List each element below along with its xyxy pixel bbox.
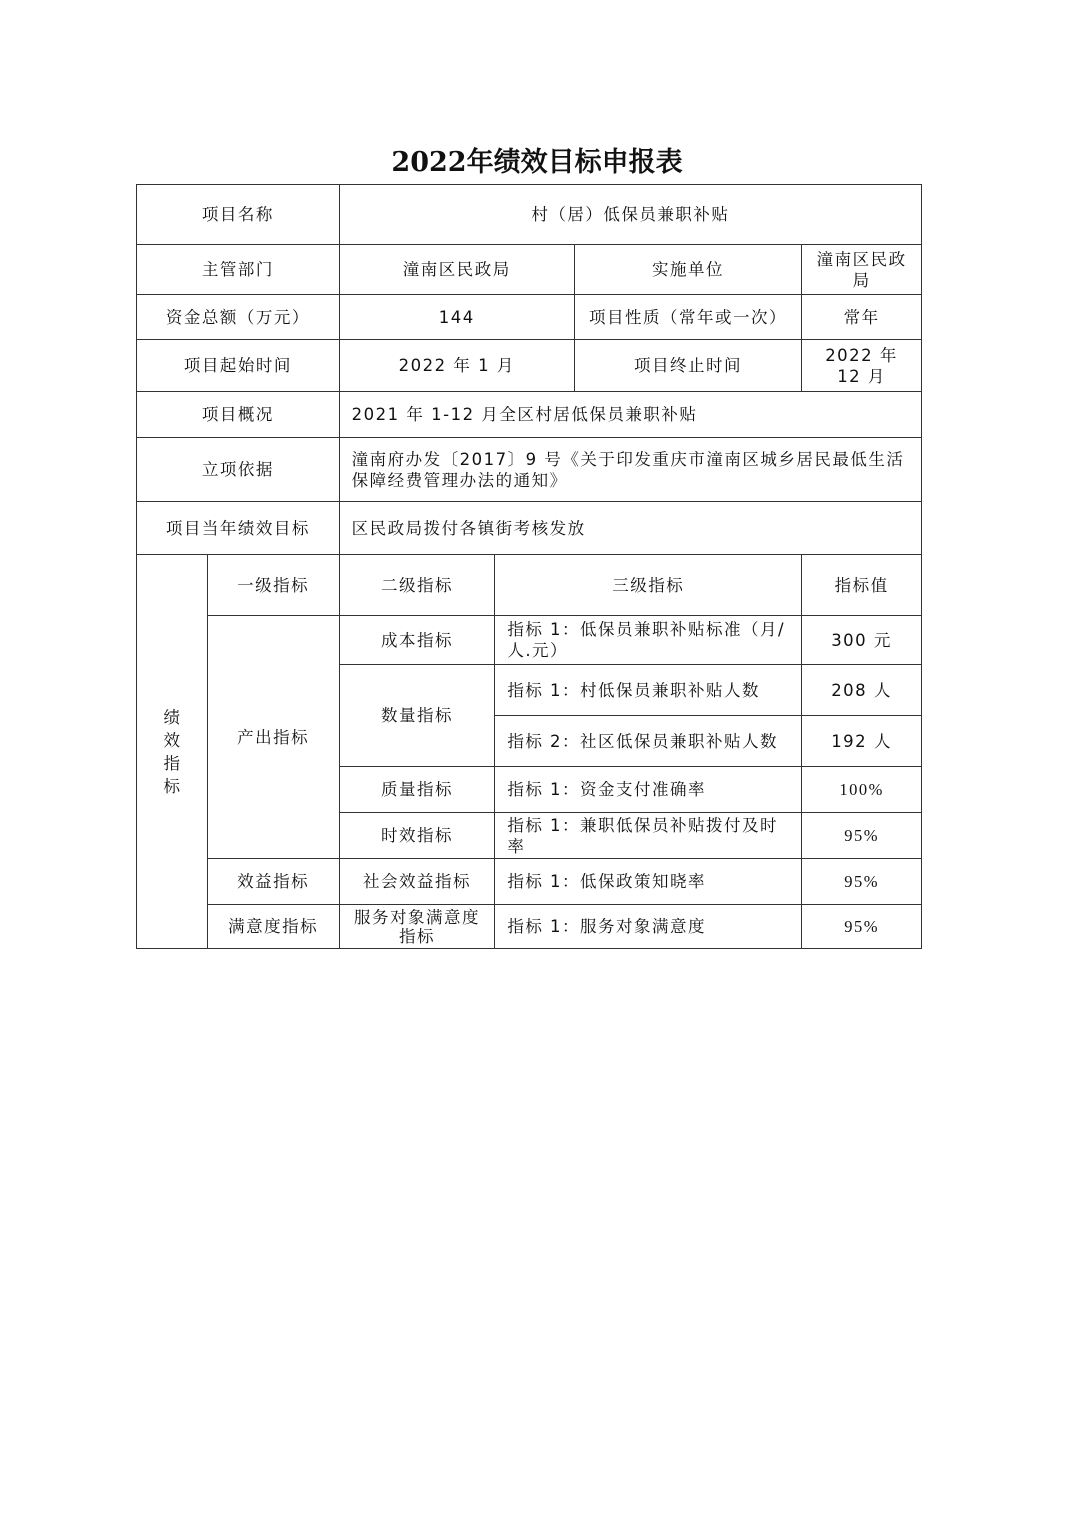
value-implementer: 潼南区民政局: [802, 245, 922, 295]
label-indicators: 绩效指标: [137, 555, 208, 949]
level3-cell: 指标 1：低保员兼职补贴标准（月/人.元）: [495, 616, 802, 665]
value-cell: 100%: [802, 767, 922, 813]
level2-cell: 服务对象满意度指标: [339, 905, 495, 949]
level3-cell: 指标 1：资金支付准确率: [495, 767, 802, 813]
level3-cell: 指标 1：兼职低保员补贴拨付及时率: [495, 813, 802, 859]
value-nature: 常年: [802, 295, 922, 340]
level2-cell: 社会效益指标: [339, 859, 495, 905]
level2-cell: 数量指标: [339, 665, 495, 767]
value-project-name: 村（居）低保员兼职补贴: [339, 185, 921, 245]
value-overview: 2021 年 1-12 月全区村居低保员兼职补贴: [339, 392, 921, 438]
indicator-header-row: [137, 555, 922, 616]
value-cell: 300 元: [802, 616, 922, 665]
value-cell: 95%: [802, 813, 922, 859]
label-implementer: 实施单位: [574, 245, 801, 295]
group-output: 产出指标: [207, 616, 339, 859]
level2-cell: 时效指标: [339, 813, 495, 859]
row-annual-goal: [137, 502, 922, 555]
table-row: [137, 859, 922, 905]
level3-cell: 指标 1：低保政策知晓率: [495, 859, 802, 905]
value-start-time: 2022 年 1 月: [339, 340, 574, 392]
header-value: 指标值: [802, 555, 922, 616]
level2-cell: 质量指标: [339, 767, 495, 813]
label-project-name: 项目名称: [137, 185, 340, 245]
header-level1: 一级指标: [207, 555, 339, 616]
row-basis: [137, 438, 922, 502]
value-department: 潼南区民政局: [339, 245, 574, 295]
value-cell: 95%: [802, 859, 922, 905]
row-time: [137, 340, 922, 392]
label-total-funds: 资金总额（万元）: [137, 295, 340, 340]
performance-goal-form: [136, 184, 922, 949]
row-overview: [137, 392, 922, 438]
label-nature: 项目性质（常年或一次）: [574, 295, 801, 340]
group-benefit: 效益指标: [207, 859, 339, 905]
value-cell: 192 人: [802, 716, 922, 767]
table-row: [137, 616, 922, 665]
value-basis: 潼南府办发〔2017〕9 号《关于印发重庆市潼南区城乡居民最低生活保障经费管理办法的通知》: [339, 438, 921, 502]
row-department: [137, 245, 922, 295]
table-row: [137, 905, 922, 949]
label-annual-goal: 项目当年绩效目标: [137, 502, 340, 555]
level3-cell: 指标 1：村低保员兼职补贴人数: [495, 665, 802, 716]
level2-cell: 成本指标: [339, 616, 495, 665]
header-level2: 二级指标: [339, 555, 495, 616]
value-annual-goal: 区民政局拨付各镇街考核发放: [339, 502, 921, 555]
page-title: 2022年绩效目标申报表: [391, 147, 683, 178]
label-department: 主管部门: [137, 245, 340, 295]
row-project-name: [137, 185, 922, 245]
label-overview: 项目概况: [137, 392, 340, 438]
label-start-time: 项目起始时间: [137, 340, 340, 392]
group-satisfaction: 满意度指标: [207, 905, 339, 949]
level3-cell: 指标 2：社区低保员兼职补贴人数: [495, 716, 802, 767]
value-cell: 95%: [802, 905, 922, 949]
header-level3: 三级指标: [495, 555, 802, 616]
label-basis: 立项依据: [137, 438, 340, 502]
row-funds: [137, 295, 922, 340]
value-cell: 208 人: [802, 665, 922, 716]
value-end-time: 2022 年 12 月: [802, 340, 922, 392]
value-total-funds: 144: [339, 295, 574, 340]
level3-cell: 指标 1：服务对象满意度: [495, 905, 802, 949]
label-end-time: 项目终止时间: [574, 340, 801, 392]
